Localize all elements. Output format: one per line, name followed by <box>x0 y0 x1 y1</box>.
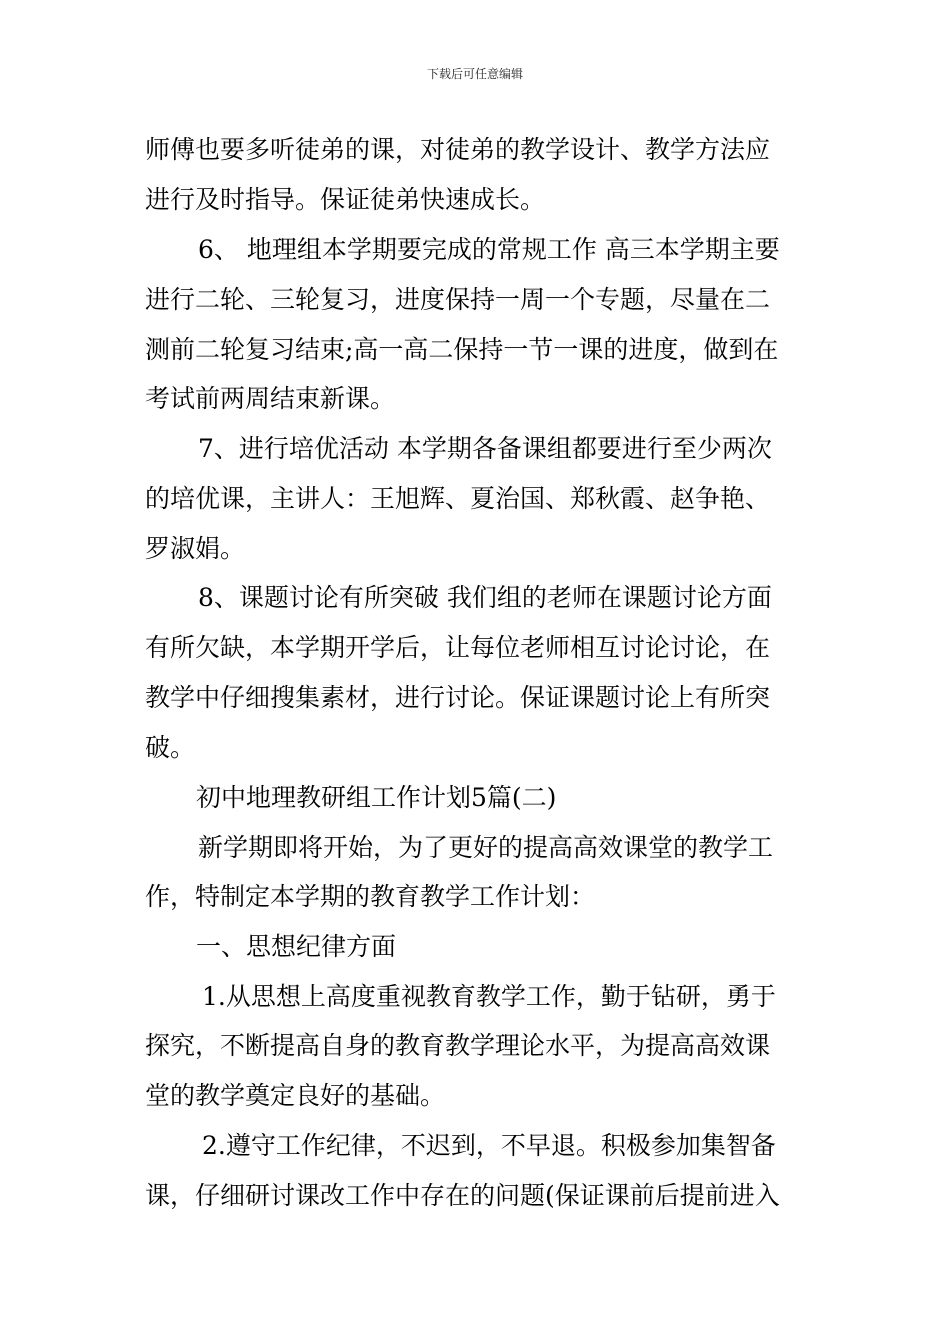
text-line: 测前二轮复习结束;高一高二保持一节一课的进度，做到在 <box>145 335 779 364</box>
text-line: 进行及时指导。保证徒弟快速成长。 <box>145 185 546 214</box>
text-line: 考试前两周结束新课。 <box>145 384 396 413</box>
text-line: 师傅也要多听徒弟的课，对徒弟的教学设计、教学方法应 <box>145 135 771 164</box>
text-line: 教学中仔细搜集素材，进行讨论。保证课题讨论上有所突 <box>145 683 771 712</box>
section-subtitle: 初中地理教研组工作计划5篇(二) <box>196 783 557 812</box>
section-heading: 一、思想纪律方面 <box>196 932 397 961</box>
text-line: 堂的教学奠定良好的基础。 <box>145 1081 446 1110</box>
text-line: 新学期即将开始，为了更好的提高高效课堂的教学工 <box>198 833 774 862</box>
text-line: 的培优课，主讲人：王旭辉、夏治国、郑秋霞、赵争艳、 <box>145 484 771 513</box>
page-header: 下载后可任意编辑 <box>426 67 523 81</box>
text-line: 课，仔细研讨课改工作中存在的问题(保证课前后提前进入 <box>145 1181 780 1210</box>
text-line: 8、课题讨论有所突破 我们组的老师在课题讨论方面 <box>198 583 772 612</box>
text-line: 2.遵守工作纪律，不迟到，不早退。积极参加集智备 <box>202 1131 776 1160</box>
text-line: 进行二轮、三轮复习，进度保持一周一个专题，尽量在二 <box>145 285 771 314</box>
text-line: 探究，不断提高自身的教育教学理论水平，为提高高效课 <box>145 1031 771 1060</box>
text-line: 罗淑娟。 <box>145 534 246 563</box>
text-line: 破。 <box>145 733 196 762</box>
text-line: 有所欠缺，本学期开学后，让每位老师相互讨论讨论，在 <box>145 633 771 662</box>
text-line: 6、 地理组本学期要完成的常规工作 高三本学期主要 <box>198 235 780 264</box>
text-line: 7、进行培优活动 本学期各备课组都要进行至少两次 <box>198 434 772 463</box>
text-line: 1.从思想上高度重视教育教学工作，勤于钻研，勇于 <box>202 982 776 1011</box>
text-line: 作，特制定本学期的教育教学工作计划： <box>145 882 596 911</box>
